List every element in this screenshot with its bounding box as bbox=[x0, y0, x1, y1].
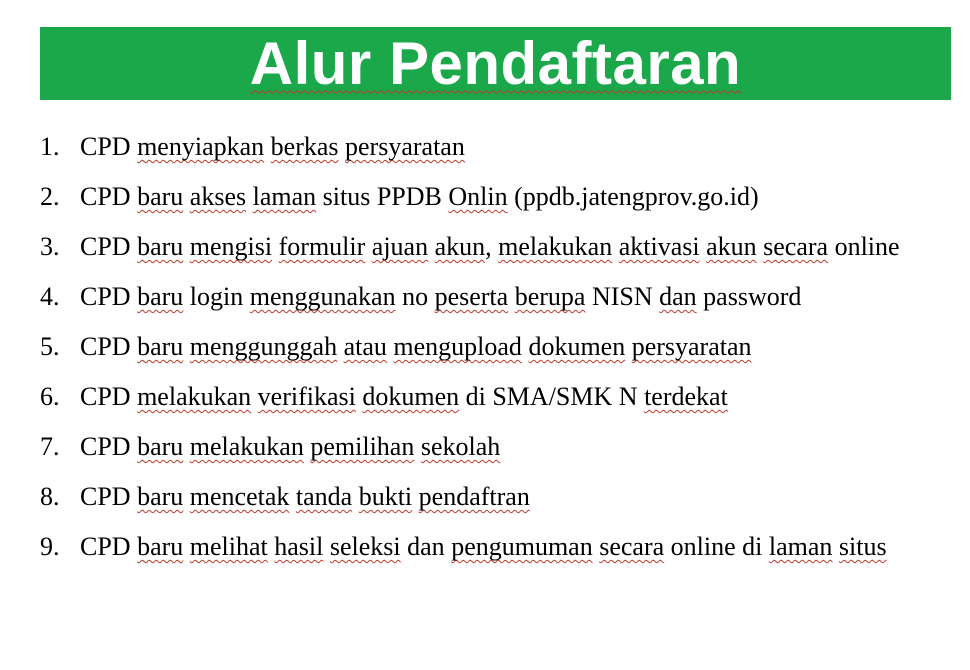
list-item-number: 9. bbox=[40, 532, 60, 561]
list-item-text: CPD baru mengisi formulir ajuan akun, melakukan aktivasi akun secara online bbox=[80, 232, 900, 261]
list-item-number: 3. bbox=[40, 232, 60, 261]
list-item-text: CPD baru menggunggah atau mengupload dokumen persyaratan bbox=[80, 332, 752, 361]
list-item bbox=[40, 372, 940, 422]
list-item-number: 2. bbox=[40, 182, 60, 211]
list-item-text: CPD menyiapkan berkas persyaratan bbox=[80, 132, 465, 161]
list-item-text: CPD baru melakukan pemilihan sekolah bbox=[80, 432, 501, 461]
list-item bbox=[40, 272, 940, 322]
list-item-text: CPD baru mencetak tanda bukti pendaftran bbox=[80, 482, 530, 511]
list-item-text: CPD baru login menggunakan no peserta berupa NISN dan password bbox=[80, 282, 802, 311]
list-item-number: 4. bbox=[40, 282, 60, 311]
page-title: Alur Pendaftaran bbox=[249, 29, 742, 97]
list-item bbox=[40, 322, 940, 372]
list-item-number: 7. bbox=[40, 432, 60, 461]
list-item-number: 1. bbox=[40, 132, 60, 161]
list-item bbox=[40, 172, 940, 222]
list-item bbox=[40, 522, 940, 572]
list-item bbox=[40, 122, 940, 172]
list-item-text: CPD baru akses laman situs PPDB Onlin (ppdb.jatengprov.go.id) bbox=[80, 182, 759, 211]
list-item bbox=[40, 472, 940, 522]
title-banner bbox=[40, 27, 951, 100]
steps-list bbox=[40, 122, 940, 572]
list-item bbox=[40, 222, 940, 272]
list-item-number: 6. bbox=[40, 382, 60, 411]
list-item-text: CPD melakukan verifikasi dokumen di SMA/SMK N terdekat bbox=[80, 382, 728, 411]
list-item bbox=[40, 422, 940, 472]
list-item-number: 5. bbox=[40, 332, 60, 361]
list-item-text: CPD baru melihat hasil seleksi dan pengumuman secara online di laman situs bbox=[80, 532, 887, 561]
list-item-number: 8. bbox=[40, 482, 60, 511]
